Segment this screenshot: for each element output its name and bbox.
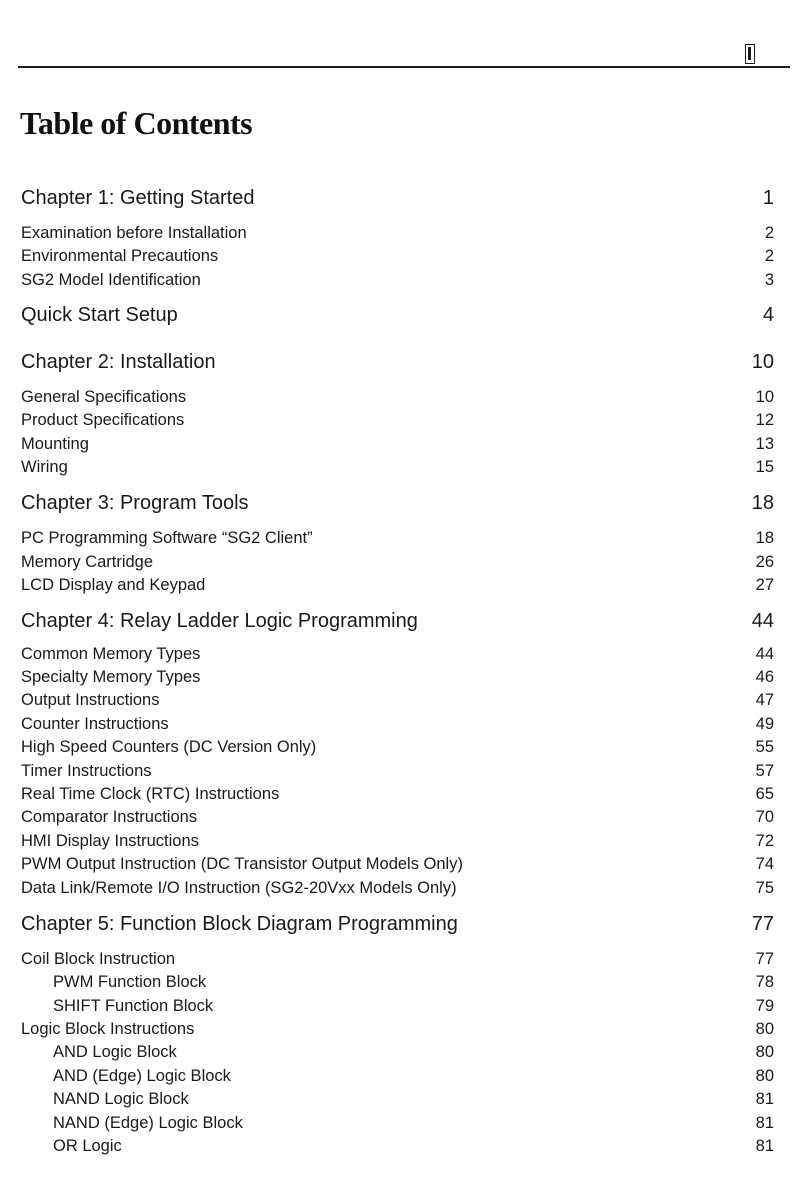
toc-page-number: 2 — [764, 224, 774, 242]
toc-page-number: 65 — [755, 785, 774, 803]
toc-page-number: 3 — [764, 271, 774, 289]
toc-label: Common Memory Types — [21, 645, 201, 663]
toc-label: NAND Logic Block — [53, 1090, 189, 1108]
toc-entry[interactable] — [21, 552, 774, 573]
toc-page-number: 81 — [755, 1090, 774, 1108]
toc-page-number: 81 — [755, 1137, 774, 1155]
toc-entry[interactable] — [21, 667, 774, 688]
toc-page-number: 77 — [755, 950, 774, 968]
toc-page-number: 4 — [762, 304, 774, 326]
toc-label: Chapter 3: Program Tools — [21, 492, 249, 514]
toc-chapter[interactable] — [21, 491, 774, 515]
toc-page-number: 15 — [755, 458, 774, 476]
toc-page-number: 12 — [755, 411, 774, 429]
toc-entry[interactable] — [21, 246, 774, 267]
toc-label: Environmental Precautions — [21, 247, 219, 265]
toc-label: LCD Display and Keypad — [21, 576, 206, 594]
toc-label: OR Logic — [53, 1137, 122, 1155]
toc-page-number: 13 — [755, 435, 774, 453]
toc-entry[interactable] — [21, 949, 774, 970]
toc-entry[interactable] — [21, 784, 774, 805]
toc-label: Chapter 4: Relay Ladder Logic Programming — [21, 610, 418, 632]
toc-page-number: 55 — [755, 738, 774, 756]
toc-label: Real Time Clock (RTC) Instructions — [21, 785, 280, 803]
toc-entry[interactable] — [21, 575, 774, 596]
toc-page-number: 72 — [755, 832, 774, 850]
toc-entry[interactable] — [21, 737, 774, 758]
toc-label: Mounting — [21, 435, 89, 453]
toc-label: PWM Function Block — [53, 973, 207, 991]
toc-entry[interactable] — [21, 761, 774, 782]
toc-page-number: 44 — [751, 610, 774, 632]
toc-label: Specialty Memory Types — [21, 668, 201, 686]
toc-page-number: 70 — [755, 808, 774, 826]
toc-entry[interactable] — [21, 807, 774, 828]
toc-label: PWM Output Instruction (DC Transistor Output Models Only) — [21, 855, 463, 873]
toc-page-number: 26 — [755, 553, 774, 571]
toc-label: Timer Instructions — [21, 762, 152, 780]
header-rule — [18, 66, 790, 68]
toc-page-number: 27 — [755, 576, 774, 594]
toc-label: Product Specifications — [21, 411, 185, 429]
toc-label: General Specifications — [21, 388, 187, 406]
toc-label: Comparator Instructions — [21, 808, 198, 826]
toc-page-number: 47 — [755, 691, 774, 709]
toc-chapter[interactable] — [21, 912, 774, 936]
toc-page-number: 2 — [764, 247, 774, 265]
toc-entry[interactable] — [21, 831, 774, 852]
toc-entry[interactable] — [21, 434, 774, 455]
toc-label: Data Link/Remote I/O Instruction (SG2-20Vxx Models Only) — [21, 879, 457, 897]
toc-label: Counter Instructions — [21, 715, 169, 733]
toc-label: Chapter 1: Getting Started — [21, 187, 255, 209]
toc-label: PC Programming Software “SG2 Client” — [21, 529, 313, 547]
toc-page-number: 78 — [755, 973, 774, 991]
toc-label: Quick Start Setup — [21, 304, 178, 326]
toc-page-number: 49 — [755, 715, 774, 733]
toc-chapter[interactable] — [21, 609, 774, 633]
toc-entry[interactable] — [21, 410, 774, 431]
toc-page-number: 80 — [755, 1043, 774, 1061]
toc-entry[interactable] — [21, 387, 774, 408]
page-title: Table of Contents — [20, 105, 253, 141]
toc-label: Memory Cartridge — [21, 553, 154, 571]
toc-page-number: 79 — [755, 997, 774, 1015]
toc-label: Examination before Installation — [21, 224, 247, 242]
toc-page-number: 74 — [755, 855, 774, 873]
toc-subentry[interactable] — [21, 996, 774, 1017]
toc-label: Chapter 2: Installation — [21, 351, 216, 373]
toc-page-number: 81 — [755, 1114, 774, 1132]
toc-subentry[interactable] — [21, 1113, 774, 1134]
toc-label: Chapter 5: Function Block Diagram Programming — [21, 913, 458, 935]
toc-page-number: 1 — [762, 187, 774, 209]
toc-subentry[interactable] — [21, 1042, 774, 1063]
toc-label: AND Logic Block — [53, 1043, 177, 1061]
toc-entry[interactable] — [21, 690, 774, 711]
toc-chapter[interactable] — [21, 186, 774, 210]
toc-entry[interactable] — [21, 714, 774, 735]
toc-label: SG2 Model Identification — [21, 271, 201, 289]
toc-chapter[interactable] — [21, 350, 774, 374]
toc-page-number: 18 — [751, 492, 774, 514]
toc-subentry[interactable] — [21, 972, 774, 993]
toc-label: AND (Edge) Logic Block — [53, 1067, 231, 1085]
toc-entry[interactable] — [21, 644, 774, 665]
toc-page-number: 77 — [751, 913, 774, 935]
toc-label: HMI Display Instructions — [21, 832, 199, 850]
toc-label: NAND (Edge) Logic Block — [53, 1114, 243, 1132]
toc-entry[interactable] — [21, 223, 774, 244]
toc-label: SHIFT Function Block — [53, 997, 214, 1015]
toc-chapter[interactable] — [21, 303, 774, 327]
toc-entry[interactable] — [21, 1019, 774, 1040]
toc-page-number: 75 — [755, 879, 774, 897]
toc-subentry[interactable] — [21, 1136, 774, 1157]
toc-page-number: 44 — [755, 645, 774, 663]
toc-subentry[interactable] — [21, 1089, 774, 1110]
toc-label: Logic Block Instructions — [21, 1020, 195, 1038]
toc-entry[interactable] — [21, 528, 774, 549]
toc-page-number: 10 — [755, 388, 774, 406]
toc-label: High Speed Counters (DC Version Only) — [21, 738, 317, 756]
toc-page-number: 80 — [755, 1067, 774, 1085]
toc-subentry[interactable] — [21, 1066, 774, 1087]
toc-label: Output Instructions — [21, 691, 160, 709]
toc-entry[interactable] — [21, 854, 774, 875]
toc-entry[interactable] — [21, 878, 774, 899]
toc-label: Wiring — [21, 458, 68, 476]
toc-page-number: 10 — [751, 351, 774, 373]
toc-entry[interactable] — [21, 270, 774, 291]
toc-page-number: 46 — [755, 668, 774, 686]
toc-page-number: 18 — [755, 529, 774, 547]
toc-page-number: 80 — [755, 1020, 774, 1038]
page-marker-icon — [745, 44, 755, 64]
toc-page-number: 57 — [755, 762, 774, 780]
toc-entry[interactable] — [21, 457, 774, 478]
toc-label: Coil Block Instruction — [21, 950, 176, 968]
